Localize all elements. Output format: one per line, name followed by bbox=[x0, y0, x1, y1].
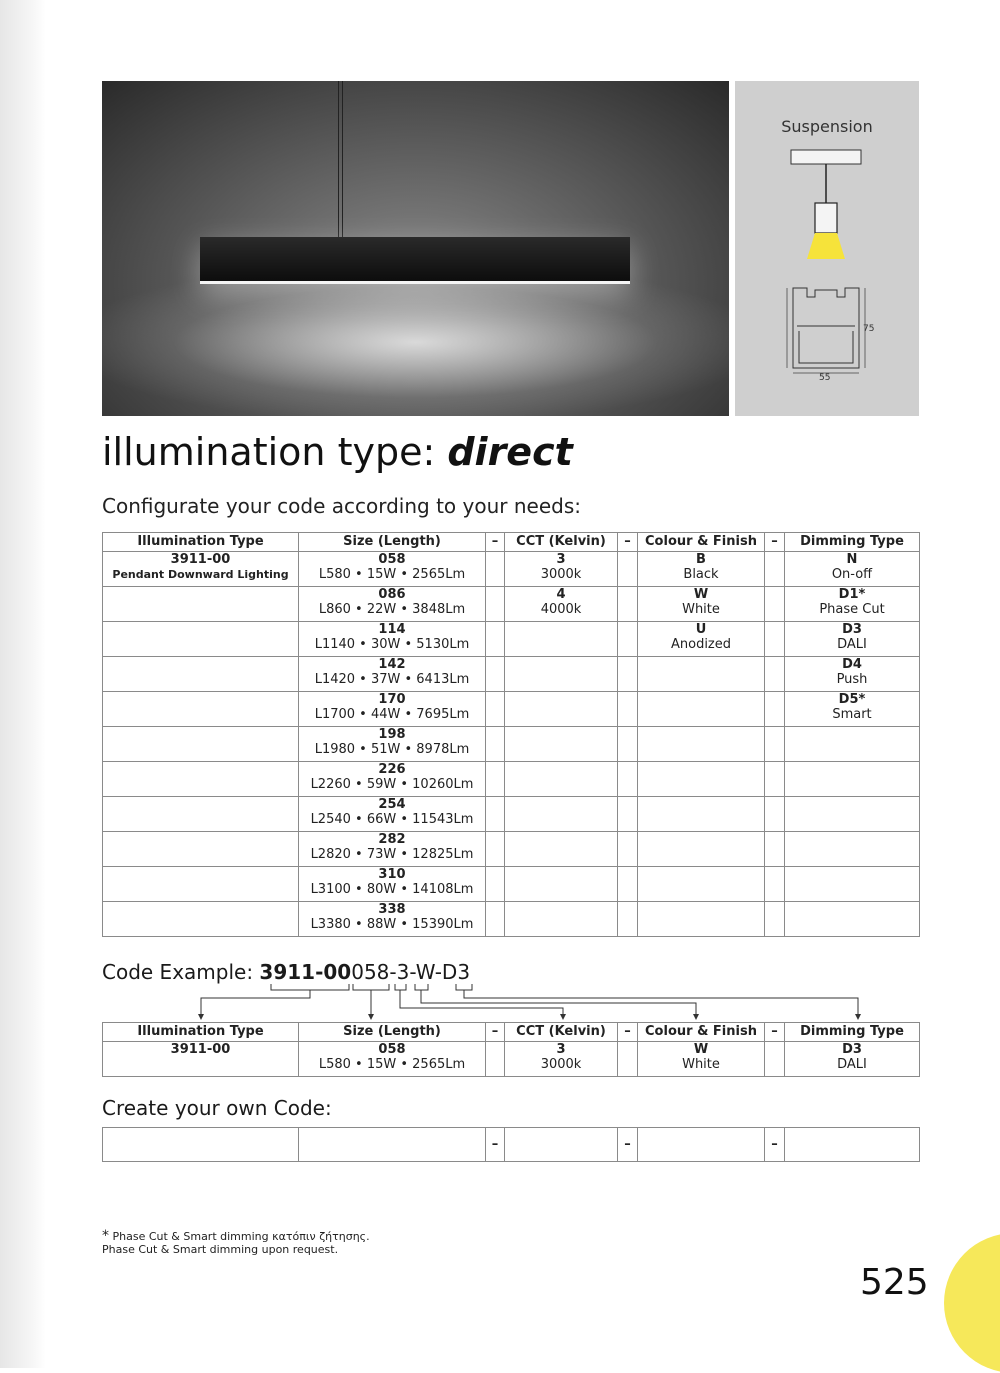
size-code: 086 bbox=[378, 587, 406, 602]
illumination-desc: Pendant Downward Lighting bbox=[112, 568, 289, 581]
own-size-field[interactable] bbox=[299, 1128, 486, 1162]
colour-code: B bbox=[696, 552, 706, 567]
size-desc: L2540 • 66W • 11543Lm bbox=[310, 812, 474, 827]
header-row bbox=[103, 1023, 920, 1042]
size-desc: L1980 • 51W • 8978Lm bbox=[314, 742, 470, 757]
header-cct: CCT (Kelvin) bbox=[505, 533, 618, 552]
page-number: 525 bbox=[860, 1262, 929, 1303]
size-code: 170 bbox=[378, 692, 406, 707]
code-example-rest: 058-3-W-D3 bbox=[351, 960, 471, 984]
example-illumination-cell bbox=[103, 1042, 299, 1077]
example-cct-desc: 3000k bbox=[540, 1057, 582, 1072]
own-cct-field[interactable] bbox=[505, 1128, 618, 1162]
header-separator: – bbox=[765, 533, 785, 552]
size-code: 254 bbox=[378, 797, 406, 812]
example-dimming-cell bbox=[785, 1042, 920, 1077]
size-desc: L3100 • 80W • 14108Lm bbox=[310, 882, 474, 897]
dim-height: 75 bbox=[863, 324, 875, 334]
example-colour-cell bbox=[638, 1042, 765, 1077]
size-code: 058 bbox=[378, 552, 406, 567]
header-separator: – bbox=[618, 1023, 638, 1042]
header-cct: CCT (Kelvin) bbox=[505, 1023, 618, 1042]
size-desc: L1700 • 44W • 7695Lm bbox=[314, 707, 470, 722]
example-dim-code: D3 bbox=[842, 1042, 862, 1057]
code-example-table bbox=[102, 1022, 920, 1077]
dimming-desc: Smart bbox=[832, 707, 872, 722]
header-size: Size (Length) bbox=[299, 1023, 486, 1042]
size-desc: L2260 • 59W • 10260Lm bbox=[310, 777, 474, 792]
title-bold: direct bbox=[447, 430, 573, 474]
own-code-row bbox=[103, 1128, 920, 1162]
header-colour: Colour & Finish bbox=[638, 1023, 765, 1042]
example-sep-cell bbox=[618, 1042, 638, 1077]
own-colour-field[interactable] bbox=[638, 1128, 765, 1162]
size-code: 198 bbox=[378, 727, 406, 742]
size-code: 282 bbox=[378, 832, 406, 847]
size-desc: L580 • 15W • 2565Lm bbox=[318, 567, 466, 582]
size-code: 226 bbox=[378, 762, 406, 777]
size-code: 310 bbox=[378, 867, 406, 882]
example-col-code: W bbox=[693, 1042, 709, 1057]
dimming-desc: On-off bbox=[831, 567, 873, 582]
colour-desc: Anodized bbox=[670, 637, 732, 652]
configure-subtitle: Configurate your code according to your needs: bbox=[102, 494, 581, 518]
footnote bbox=[102, 1230, 370, 1256]
cct-code: 3 bbox=[556, 552, 566, 567]
illumination-code: 3911-00 bbox=[170, 552, 231, 567]
example-size-cell bbox=[299, 1042, 486, 1077]
size-desc: L3380 • 88W • 15390Lm bbox=[310, 917, 474, 932]
own-dimming-field[interactable] bbox=[785, 1128, 920, 1162]
colour-code: W bbox=[693, 587, 709, 602]
dimming-code: D4 bbox=[842, 657, 862, 672]
own-code-table bbox=[102, 1127, 920, 1162]
colour-code: U bbox=[695, 622, 707, 637]
example-size-code: 058 bbox=[378, 1042, 406, 1057]
size-code: 142 bbox=[378, 657, 406, 672]
header-colour: Colour & Finish bbox=[638, 533, 765, 552]
example-sep-cell bbox=[486, 1042, 505, 1077]
example-row bbox=[103, 1042, 920, 1077]
code-example-label: Code Example: bbox=[102, 960, 260, 984]
dimming-desc: Phase Cut bbox=[819, 602, 885, 617]
size-code: 338 bbox=[378, 902, 406, 917]
own-separator: – bbox=[618, 1128, 638, 1162]
example-cct-cell bbox=[505, 1042, 618, 1077]
size-desc: L1140 • 30W • 5130Lm bbox=[314, 637, 470, 652]
header-dimming: Dimming Type bbox=[785, 1023, 920, 1042]
own-illumination-field[interactable] bbox=[103, 1128, 299, 1162]
size-code: 114 bbox=[378, 622, 406, 637]
cct-desc: 3000k bbox=[540, 567, 582, 582]
footnote-star: * bbox=[102, 1228, 109, 1244]
example-col-desc: White bbox=[682, 1057, 720, 1072]
header-separator: – bbox=[486, 533, 505, 552]
example-cct-code: 3 bbox=[556, 1042, 566, 1057]
header-separator: – bbox=[486, 1023, 505, 1042]
suspension-label: Suspension bbox=[781, 117, 873, 136]
dim-width: 55 bbox=[819, 373, 831, 383]
dimming-desc: Push bbox=[836, 672, 868, 687]
create-own-code-label: Create your own Code: bbox=[102, 1096, 332, 1120]
footnote-line-2: Phase Cut & Smart dimming upon request. bbox=[102, 1243, 339, 1256]
code-example-bold: 3911-00 bbox=[259, 960, 352, 984]
header-dimming: Dimming Type bbox=[785, 533, 920, 552]
example-sep-cell bbox=[765, 1042, 785, 1077]
size-desc: L1420 • 37W • 6413Lm bbox=[314, 672, 470, 687]
header-illumination-type: Illumination Type bbox=[103, 1023, 299, 1042]
footnote-greek: Phase Cut & Smart dimming κατόπιν ζήτησης. bbox=[109, 1230, 370, 1243]
dimming-code: N bbox=[846, 552, 858, 567]
example-dim-desc: DALI bbox=[837, 1057, 867, 1072]
cct-desc: 4000k bbox=[540, 602, 582, 617]
dimming-code: D3 bbox=[842, 622, 862, 637]
dimming-code: D1* bbox=[838, 587, 866, 602]
size-desc: L2820 • 73W • 12825Lm bbox=[310, 847, 474, 862]
size-desc: L860 • 22W • 3848Lm bbox=[318, 602, 466, 617]
colour-desc: White bbox=[682, 602, 720, 617]
example-ill-code: 3911-00 bbox=[170, 1042, 231, 1057]
own-separator: – bbox=[486, 1128, 505, 1162]
title-regular: illumination type: bbox=[102, 430, 448, 474]
own-separator: – bbox=[765, 1128, 785, 1162]
cct-code: 4 bbox=[556, 587, 566, 602]
example-size-desc: L580 • 15W • 2565Lm bbox=[318, 1057, 466, 1072]
footnote-line-1 bbox=[102, 1230, 370, 1243]
header-illumination-type: Illumination Type bbox=[103, 533, 299, 552]
header-size: Size (Length) bbox=[299, 533, 486, 552]
header-separator: – bbox=[618, 533, 638, 552]
header-separator: – bbox=[765, 1023, 785, 1042]
colour-desc: Black bbox=[683, 567, 719, 582]
dimming-desc: DALI bbox=[837, 637, 867, 652]
dimming-code: D5* bbox=[838, 692, 866, 707]
